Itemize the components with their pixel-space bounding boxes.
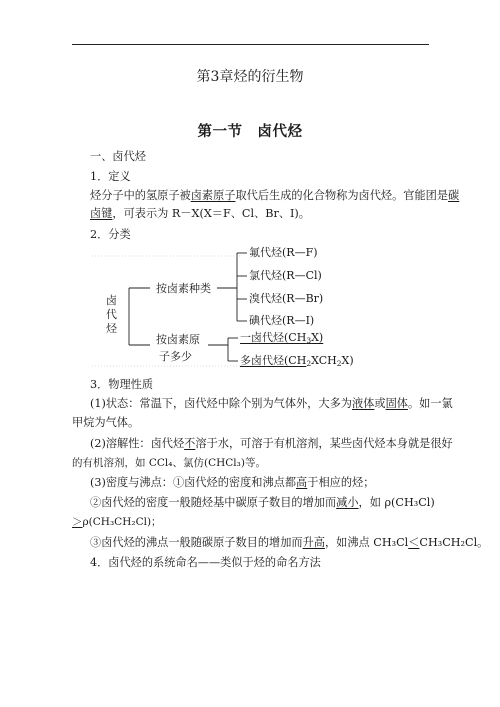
phys-state-line-2: 甲烷为气体。 [72, 416, 140, 429]
phys-solubility-line-1 [90, 437, 453, 451]
phys-underline-less: ＜ [408, 536, 420, 549]
phys-text: 于相应的烃； [307, 476, 375, 489]
phys-underline-higher: 高 [296, 476, 308, 489]
tree-branch-halogen-count-1: 按卤素原 [156, 333, 200, 346]
phys-density-heading [90, 476, 374, 490]
mono-subscript: 3 [306, 336, 312, 345]
heading-haloalkane: 一、卤代烃 [90, 150, 146, 163]
mono-label [240, 331, 323, 344]
phys-density-line-1 [90, 496, 435, 510]
def-text: 取代后生成的化合物称为卤代烃。官能团是 [235, 189, 449, 202]
phys-text: 溶于水，可溶于有机溶剂，某些卤代烃本身就是很好 [195, 437, 453, 450]
heading-definition: 1．定义 [90, 170, 131, 183]
chapter-title: 第3章烃的衍生物 [196, 69, 304, 85]
heading-naming: 4．卤代烃的系统命名——类似于烃的命名方法 [90, 556, 321, 569]
tree-leaf-multi-halo [240, 354, 354, 370]
tree-root-haloalkane: 卤代烃 [106, 294, 117, 335]
heading-classification: 2．分类 [90, 228, 131, 241]
phys-text: 。如一氯 [407, 397, 453, 410]
phys-underline-solid: 固体 [385, 397, 408, 410]
phys-underline-not: 不 [184, 437, 196, 450]
phys-text: (2)溶解性：卤代烃 [90, 437, 185, 450]
phys-boiling-line [90, 536, 488, 550]
tree-leaf-fluoro: 氟代烃(R—F) [249, 246, 318, 259]
phys-underline-decrease: 减小 [336, 496, 359, 509]
phys-underline-liquid: 液体 [351, 397, 375, 410]
mono-text: 一卤代烃(CH [240, 331, 307, 344]
def-underline-carbon: 碳 [448, 189, 460, 202]
tree-leaf-mono-halo [240, 331, 323, 347]
def-text: 烃分子中的氢原子被 [90, 189, 191, 202]
phys-text: ③卤代烃的沸点一般随碳原子数目的增加而 [90, 536, 303, 549]
multi-subscript: 2 [336, 359, 342, 368]
phys-underline-greater: ＞ [72, 516, 83, 528]
multi-text: XCH [311, 354, 337, 367]
phys-state-line-1 [90, 397, 453, 411]
phys-text: (1)状态：常温下，卤代烃中除个别为气体外，大多为 [90, 397, 352, 410]
phys-text: 或 [374, 397, 386, 410]
multi-text: X) [341, 354, 354, 367]
multi-text: 多卤代烃(CH [240, 354, 307, 367]
tree-leaf-bromo: 溴代烃(R—Br) [249, 292, 324, 305]
def-underline-halogen-atom: 卤素原子 [190, 189, 236, 202]
def-text: ，可表示为 R－X(X＝F、Cl、Br、I)。 [112, 207, 310, 220]
multi-label [240, 354, 306, 367]
tree-branch-halogen-type: 按卤素种类 [156, 282, 211, 295]
tree-branch-halogen-count-2: 子多少 [159, 350, 192, 363]
phys-text: ρ(CH₃CH₂Cl)； [82, 516, 162, 528]
phys-text: (3)密度与沸点：①卤代烃的密度和沸点都 [90, 476, 297, 489]
section-title: 第一节 卤代烃 [197, 123, 303, 140]
def-underline-halogen-bond: 卤键 [90, 207, 113, 220]
heading-physical-properties: 3．物理性质 [90, 378, 154, 391]
phys-solubility-line-2: 的有机溶剂，如 CCl₄、氯仿(CHCl₃)等。 [72, 457, 266, 469]
phys-text: CH₃CH₂Cl。 [419, 536, 489, 549]
phys-text: ，如 ρ(CH₃Cl) [358, 496, 435, 509]
phys-underline-increase: 升高 [302, 536, 325, 549]
phys-text: ，如沸点 CH₃Cl [324, 536, 409, 549]
tree-leaf-iodo: 碘代烃(R—I) [249, 314, 315, 327]
tree-leaf-chloro: 氯代烃(R—Cl) [249, 269, 322, 282]
multi-subscript: 2 [306, 359, 312, 368]
phys-density-line-2 [72, 515, 162, 529]
phys-text: ②卤代烃的密度一般随烃基中碳原子数目的增加而 [90, 496, 337, 509]
mono-text: X) [311, 331, 324, 344]
